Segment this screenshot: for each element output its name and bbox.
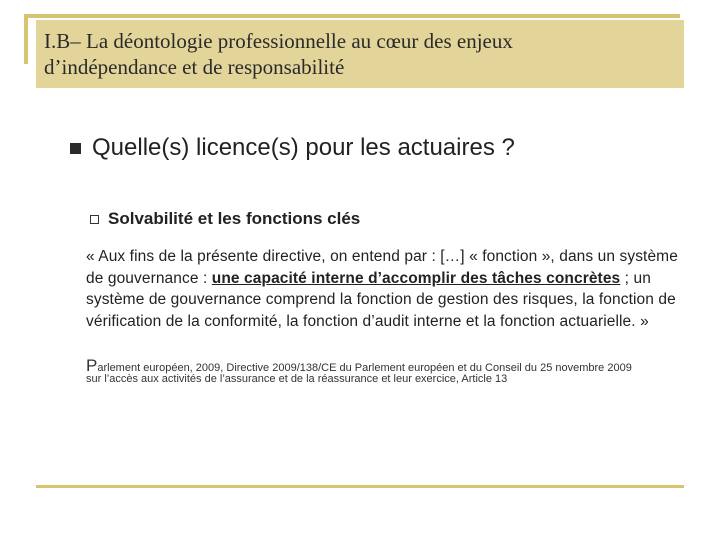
quote-text-end: ; un système de gouvernance comprend la fonction de gestion des risques, la fonction de vérification de la conformité, la fonction d’audit interne et la fonction actuarielle. »	[86, 269, 676, 330]
quote-text-start: « Aux fins de la présente directive, on entend par : […] « fonction », dans un système de gouvernance :	[86, 248, 678, 287]
reference-line1: arlement européen, 2009, Directive 2009/138/CE du Parlement européen et du Conseil du 25 novembre 2009	[97, 362, 632, 374]
bottom-divider	[36, 485, 684, 488]
reference-citation	[86, 356, 686, 385]
subheading: Solvabilité et les fonctions clés	[108, 209, 361, 228]
slide-title-line1: I.B– La déontologie professionnelle au cœur des enjeux	[44, 29, 513, 53]
main-question: Quelle(s) licence(s) pour les actuaires ?	[92, 134, 515, 161]
directive-quote	[86, 246, 678, 332]
title-accent-vertical	[24, 14, 28, 64]
quote-underlined-definition: une capacité interne d’accomplir des tâches concrètes	[211, 269, 621, 287]
hollow-square-bullet-icon	[90, 215, 99, 224]
reference-line2: sur l’accès aux activités de l’assurance et de la réassurance et leur exercice, Article 13	[86, 373, 508, 385]
title-accent-horizontal	[24, 14, 680, 18]
reference-initial: P	[86, 356, 98, 375]
slide-title-line2: d’indépendance et de responsabilité	[44, 55, 345, 79]
slide-title	[44, 28, 674, 80]
square-bullet-icon	[70, 143, 81, 154]
